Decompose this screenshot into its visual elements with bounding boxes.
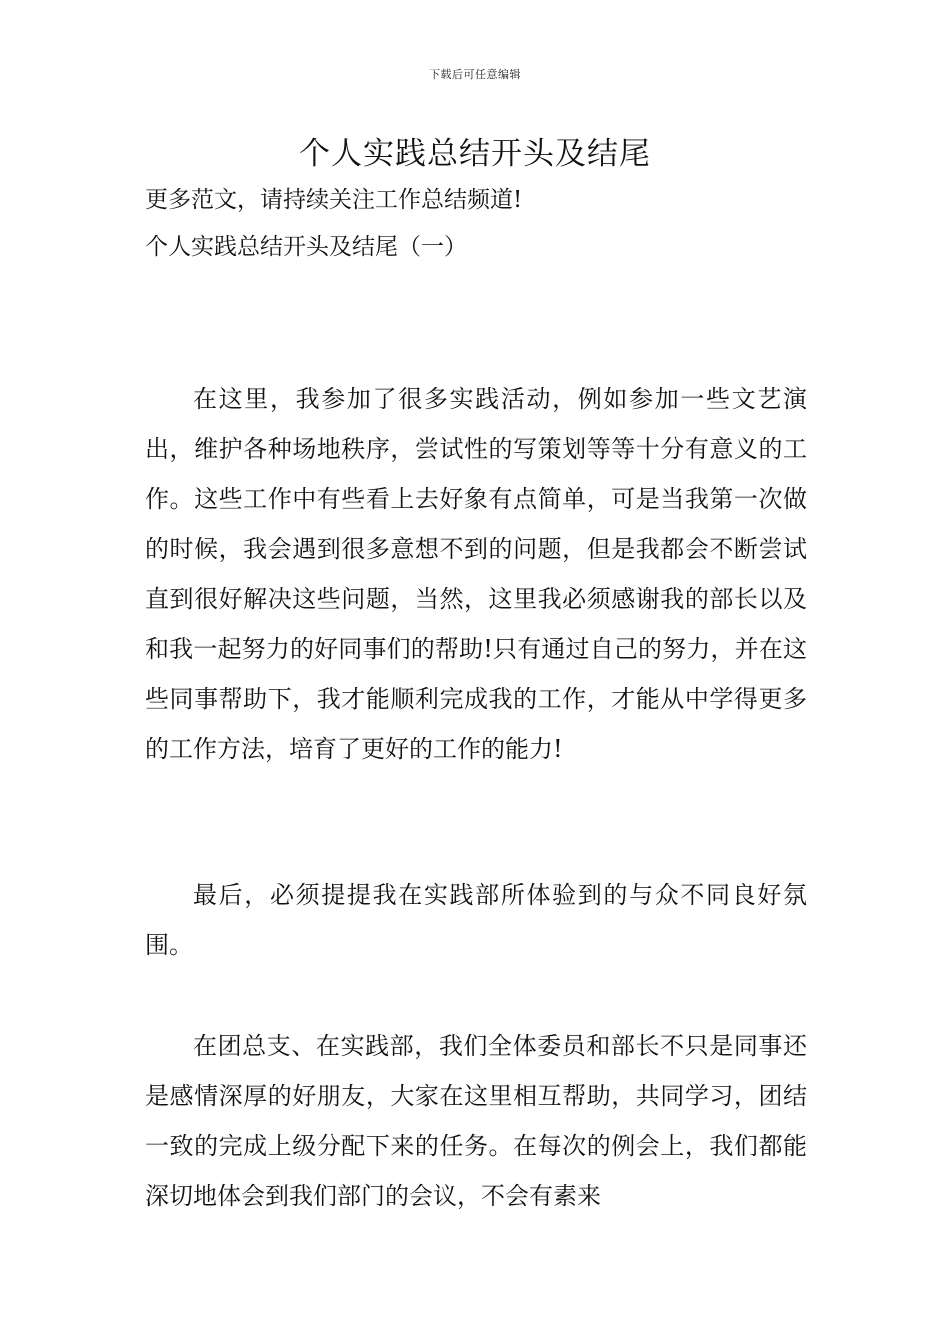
paragraph: 在这里，我参加了很多实践活动，例如参加一些文艺演出，维护各种场地秩序，尝试性的写策划等等十分有意义的工作。这些工作中有些看上去好象有点简单，可是当我第一次做的时候，我会遇到很多意想不到的问题，但是我都会不断尝试直到很好解决这些问题，当然，这里我必须感谢我的部长以及和我一起努力的好同事们的帮助!只有通过自己的努力，并在这些同事帮助下，我才能顺利完成我的工作，才能从中学得更多的工作方法，培育了更好的工作的能力! xyxy=(145,385,807,763)
paragraph-block xyxy=(145,374,807,774)
paragraph-block xyxy=(145,1021,807,1221)
paragraph-block xyxy=(145,870,807,970)
paragraph: 最后，必须提提我在实践部所体验到的与众不同良好氛围。 xyxy=(145,881,807,959)
document-title: 个人实践总结开头及结尾 xyxy=(299,136,651,172)
intro-line: 更多范文，请持续关注工作总结频道! xyxy=(145,187,523,213)
header-note: 下载后可任意编辑 xyxy=(429,68,521,81)
paragraph: 在团总支、在实践部，我们全体委员和部长不只是同事还是感情深厚的好朋友，大家在这里相互帮助，共同学习，团结一致的完成上级分配下来的任务。在每次的例会上，我们都能深切地体会到我们部门的会议，不会有素来 xyxy=(145,1032,807,1210)
section-subtitle: 个人实践总结开头及结尾（一） xyxy=(145,234,467,260)
